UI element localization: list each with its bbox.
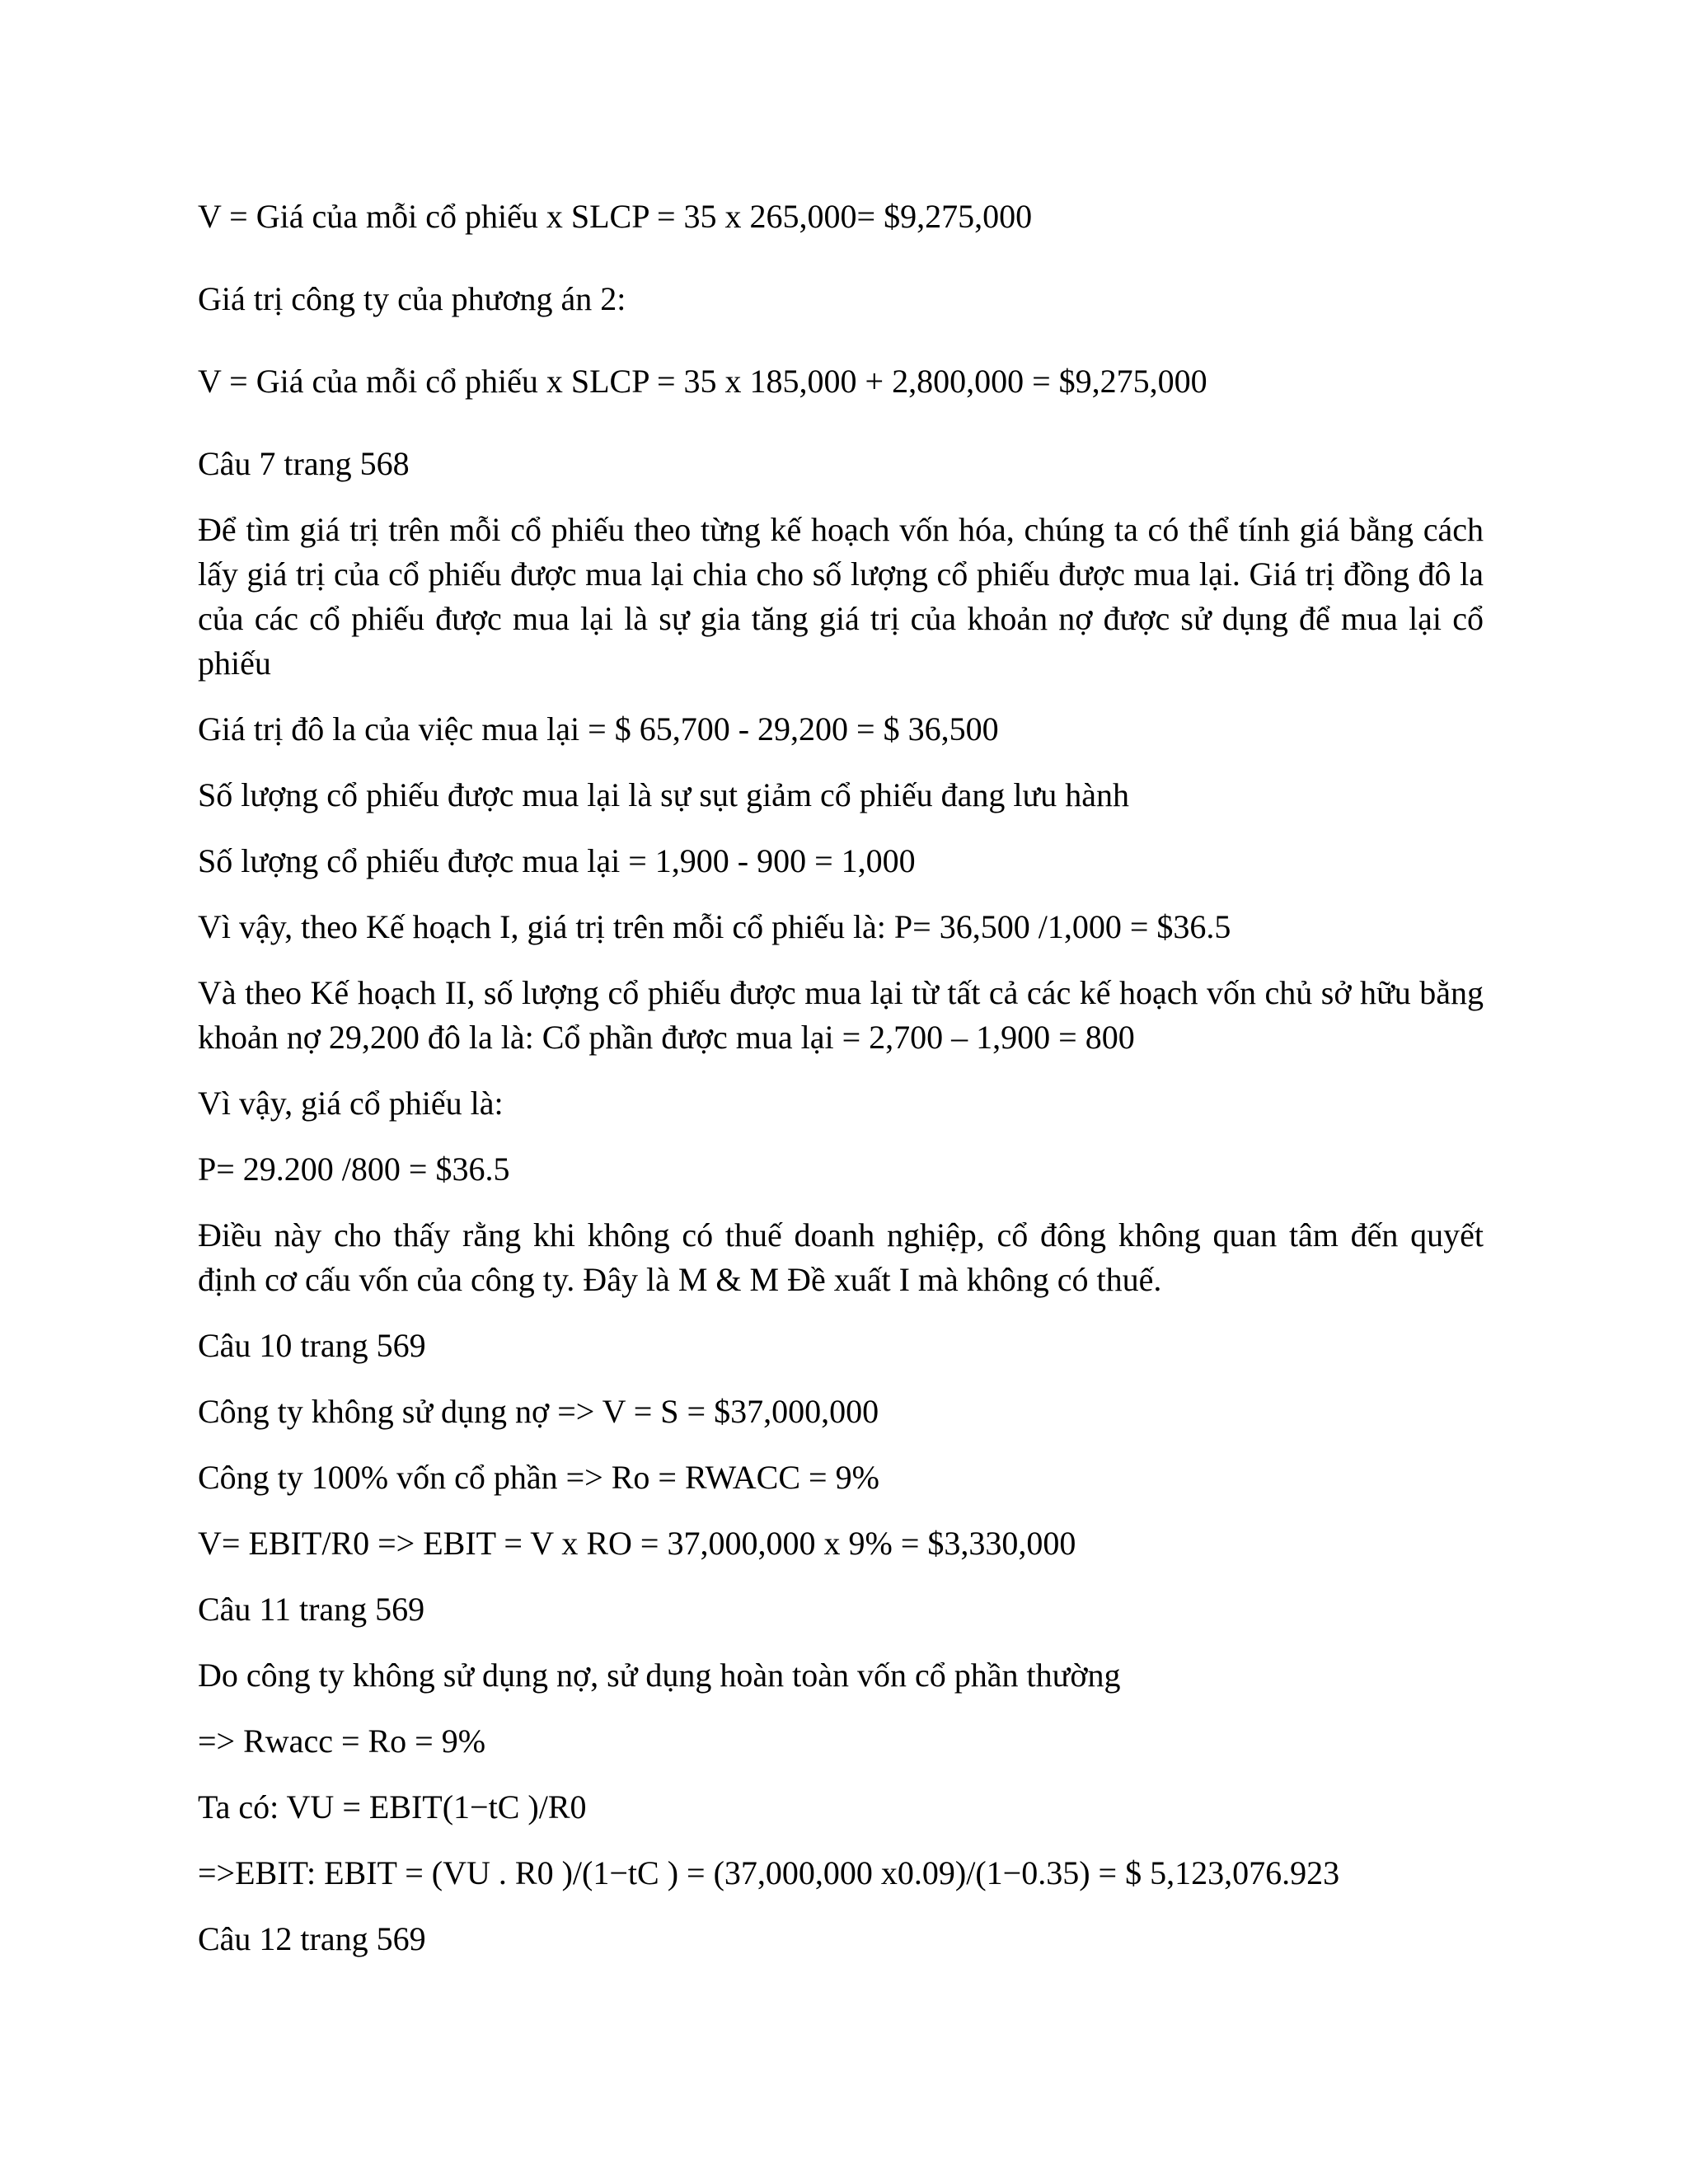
question-10-heading: Câu 10 trang 569: [198, 1327, 426, 1364]
question-11-line-1: Do công ty không sử dụng nợ, sử dụng hoàn toàn vốn cổ phần thường: [198, 1657, 1121, 1694]
question-12-heading: Câu 12 trang 569: [198, 1920, 426, 1957]
repurchase-share-explanation: Số lượng cổ phiếu được mua lại là sự sụt giảm cổ phiếu đang lưu hành: [198, 776, 1129, 813]
question-11-heading: Câu 11 trang 569: [198, 1591, 425, 1628]
plan-2-price: P= 29.200 /800 = $36.5: [198, 1151, 510, 1188]
plan-1-price: Vì vậy, theo Kế hoạch I, giá trị trên mỗi cổ phiếu là: P= 36,500 /1,000 = $36.5: [198, 908, 1231, 945]
formula-value-plan-1: V = Giá của mỗi cổ phiếu x SLCP = 35 x 265,000= $9,275,000: [198, 198, 1033, 235]
plan-2-price-intro: Vì vậy, giá cổ phiếu là:: [198, 1085, 504, 1122]
question-7-explanation: Để tìm giá trị trên mỗi cổ phiếu theo từng kế hoạch vốn hóa, chúng ta có thể tính giá bằng cách lấy giá trị của cổ phiếu được mua lại chia cho số lượng cổ phiếu được mua lại. Giá trị đồng đô la của các cổ phiếu được mua lại là sự gia tăng giá trị của khoản nợ được sử dụng để mua lại cổ phiếu: [198, 511, 1484, 682]
question-11-line-2: => Rwacc = Ro = 9%: [198, 1722, 486, 1760]
question-11-line-4: =>EBIT: EBIT = (VU . R0 )/(1−tC ) = (37,000,000 x0.09)/(1−0.35) = $ 5,123,076.923: [198, 1854, 1340, 1891]
plan-2-share-count: Và theo Kế hoạch II, số lượng cổ phiếu được mua lại từ tất cả các kế hoạch vốn chủ sở hữu bằng khoản nợ 29,200 đô la là: Cổ phần được mua lại = 2,700 – 1,900 = 800: [198, 974, 1484, 1056]
mm-proposition-conclusion: Điều này cho thấy rằng khi không có thuế doanh nghiệp, cổ đông không quan tâm đến quyết định cơ cấu vốn của công ty. Đây là M & M Đề xuất I mà không có thuế.: [198, 1216, 1484, 1298]
question-7-heading: Câu 7 trang 568: [198, 445, 410, 482]
plan-2-heading: Giá trị công ty của phương án 2:: [198, 280, 626, 317]
question-11-line-3: Ta có: VU = EBIT(1−tC )/R0: [198, 1788, 587, 1825]
repurchase-share-count: Số lượng cổ phiếu được mua lại = 1,900 - 900 = 1,000: [198, 842, 916, 879]
repurchase-dollar-value: Giá trị đô la của việc mua lại = $ 65,700 - 29,200 = $ 36,500: [198, 710, 999, 748]
document-body: [198, 194, 1484, 1961]
question-10-line-1: Công ty không sử dụng nợ => V = S = $37,000,000: [198, 1393, 879, 1430]
question-10-line-2: Công ty 100% vốn cổ phần => Ro = RWACC = 9%: [198, 1459, 879, 1496]
formula-value-plan-2: V = Giá của mỗi cổ phiếu x SLCP = 35 x 185,000 + 2,800,000 = $9,275,000: [198, 363, 1207, 400]
question-10-line-3: V= EBIT/R0 => EBIT = V x RO = 37,000,000 x 9% = $3,330,000: [198, 1525, 1076, 1562]
